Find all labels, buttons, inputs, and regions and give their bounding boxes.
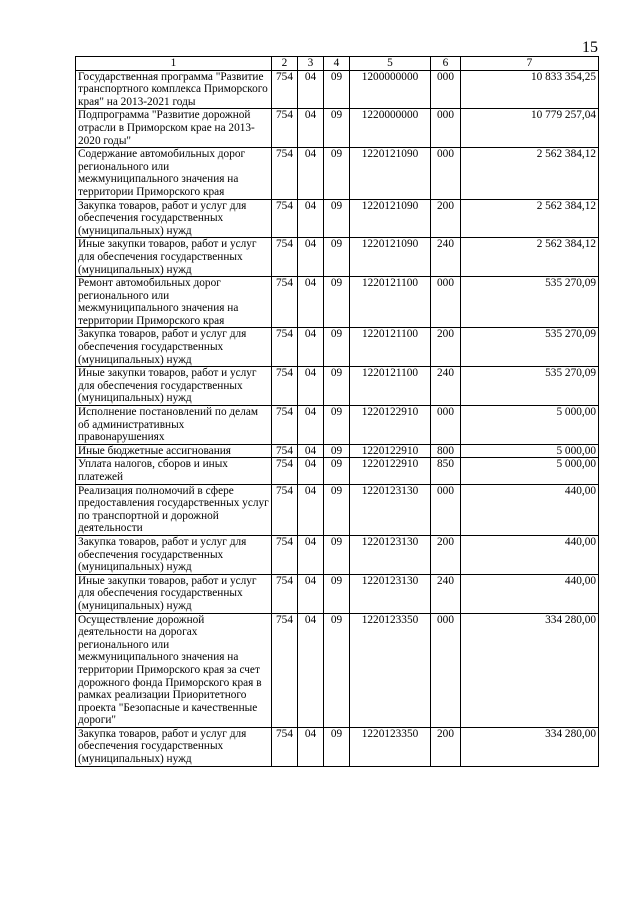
section-code: 04	[298, 535, 324, 574]
table-row	[76, 148, 599, 199]
amount-value: 2 562 384,12	[461, 238, 599, 277]
expense-type-code: 000	[431, 484, 461, 535]
amount-value: 5 000,00	[461, 458, 599, 484]
expense-type-code: 200	[431, 535, 461, 574]
ministry-code: 754	[272, 328, 298, 367]
ministry-code: 754	[272, 535, 298, 574]
column-header: 3	[298, 57, 324, 71]
expense-type-code: 000	[431, 406, 461, 445]
amount-value: 440,00	[461, 535, 599, 574]
subsection-code: 09	[324, 484, 350, 535]
amount-value: 334 280,00	[461, 727, 599, 766]
target-article-code: 1220123350	[350, 727, 431, 766]
column-header-row	[76, 57, 599, 71]
ministry-code: 754	[272, 574, 298, 613]
row-name: Реализация полномочий в сфере предоставления государственных услуг по транспортной и дорожной деятельности	[76, 484, 272, 535]
column-header: 2	[272, 57, 298, 71]
section-code: 04	[298, 406, 324, 445]
amount-value: 334 280,00	[461, 613, 599, 727]
ministry-code: 754	[272, 199, 298, 238]
subsection-code: 09	[324, 70, 350, 109]
section-code: 04	[298, 727, 324, 766]
table-row	[76, 444, 599, 458]
amount-value: 535 270,09	[461, 367, 599, 406]
target-article-code: 1220121090	[350, 238, 431, 277]
subsection-code: 09	[324, 613, 350, 727]
amount-value: 2 562 384,12	[461, 199, 599, 238]
section-code: 04	[298, 109, 324, 148]
section-code: 04	[298, 277, 324, 328]
subsection-code: 09	[324, 328, 350, 367]
table-row	[76, 406, 599, 445]
ministry-code: 754	[272, 727, 298, 766]
table-row	[76, 109, 599, 148]
table-row	[76, 574, 599, 613]
expense-type-code: 000	[431, 613, 461, 727]
row-name: Уплата налогов, сборов и иных платежей	[76, 458, 272, 484]
row-name: Осуществление дорожной деятельности на дорогах регионального или межмуниципального значения на территории Приморского края за счет дорожного фонда Приморского края в рамках реализации Приоритетного проекта "Безопасные и качественные дороги"	[76, 613, 272, 727]
row-name: Ремонт автомобильных дорог регионального или межмуниципального значения на территории Приморского края	[76, 277, 272, 328]
amount-value: 535 270,09	[461, 277, 599, 328]
amount-value: 440,00	[461, 484, 599, 535]
table-row	[76, 199, 599, 238]
budget-table	[75, 56, 599, 767]
amount-value: 2 562 384,12	[461, 148, 599, 199]
target-article-code: 1220121100	[350, 277, 431, 328]
expense-type-code: 240	[431, 238, 461, 277]
row-name: Исполнение постановлений по делам об административных правонарушениях	[76, 406, 272, 445]
row-name: Закупка товаров, работ и услуг для обеспечения государственных (муниципальных) нужд	[76, 199, 272, 238]
row-name: Иные бюджетные ассигнования	[76, 444, 272, 458]
section-code: 04	[298, 458, 324, 484]
subsection-code: 09	[324, 406, 350, 445]
ministry-code: 754	[272, 484, 298, 535]
ministry-code: 754	[272, 238, 298, 277]
row-name: Иные закупки товаров, работ и услуг для обеспечения государственных (муниципальных) нужд	[76, 367, 272, 406]
section-code: 04	[298, 574, 324, 613]
section-code: 04	[298, 328, 324, 367]
row-name: Иные закупки товаров, работ и услуг для обеспечения государственных (муниципальных) нужд	[76, 238, 272, 277]
section-code: 04	[298, 613, 324, 727]
ministry-code: 754	[272, 70, 298, 109]
section-code: 04	[298, 238, 324, 277]
ministry-code: 754	[272, 277, 298, 328]
subsection-code: 09	[324, 367, 350, 406]
amount-value: 5 000,00	[461, 406, 599, 445]
table-row	[76, 70, 599, 109]
column-header: 1	[76, 57, 272, 71]
expense-type-code: 200	[431, 199, 461, 238]
row-name: Закупка товаров, работ и услуг для обеспечения государственных (муниципальных) нужд	[76, 727, 272, 766]
ministry-code: 754	[272, 109, 298, 148]
section-code: 04	[298, 70, 324, 109]
subsection-code: 09	[324, 458, 350, 484]
section-code: 04	[298, 199, 324, 238]
row-name: Государственная программа "Развитие транспортного комплекса Приморского края" на 2013-2021 годы	[76, 70, 272, 109]
ministry-code: 754	[272, 148, 298, 199]
subsection-code: 09	[324, 109, 350, 148]
subsection-code: 09	[324, 444, 350, 458]
amount-value: 5 000,00	[461, 444, 599, 458]
section-code: 04	[298, 148, 324, 199]
section-code: 04	[298, 444, 324, 458]
subsection-code: 09	[324, 535, 350, 574]
ministry-code: 754	[272, 444, 298, 458]
amount-value: 535 270,09	[461, 328, 599, 367]
ministry-code: 754	[272, 613, 298, 727]
table-row	[76, 727, 599, 766]
section-code: 04	[298, 484, 324, 535]
subsection-code: 09	[324, 727, 350, 766]
column-header: 5	[350, 57, 431, 71]
expense-type-code: 000	[431, 109, 461, 148]
expense-type-code: 850	[431, 458, 461, 484]
subsection-code: 09	[324, 148, 350, 199]
target-article-code: 1220000000	[350, 109, 431, 148]
table-row	[76, 238, 599, 277]
amount-value: 440,00	[461, 574, 599, 613]
expense-type-code: 800	[431, 444, 461, 458]
column-header: 4	[324, 57, 350, 71]
expense-type-code: 000	[431, 277, 461, 328]
section-code: 04	[298, 367, 324, 406]
amount-value: 10 833 354,25	[461, 70, 599, 109]
table-row	[76, 277, 599, 328]
target-article-code: 1220121100	[350, 367, 431, 406]
table-row	[76, 458, 599, 484]
table-row	[76, 535, 599, 574]
subsection-code: 09	[324, 238, 350, 277]
column-header: 6	[431, 57, 461, 71]
table-row	[76, 328, 599, 367]
ministry-code: 754	[272, 406, 298, 445]
target-article-code: 1220122910	[350, 458, 431, 484]
expense-type-code: 000	[431, 70, 461, 109]
ministry-code: 754	[272, 367, 298, 406]
target-article-code: 1220122910	[350, 406, 431, 445]
row-name: Закупка товаров, работ и услуг для обеспечения государственных (муниципальных) нужд	[76, 535, 272, 574]
expense-type-code: 200	[431, 727, 461, 766]
expense-type-code: 000	[431, 148, 461, 199]
page-number: 15	[582, 39, 598, 56]
target-article-code: 1220123350	[350, 613, 431, 727]
target-article-code: 1220121090	[350, 199, 431, 238]
target-article-code: 1220122910	[350, 444, 431, 458]
table-row	[76, 613, 599, 727]
ministry-code: 754	[272, 458, 298, 484]
target-article-code: 1220123130	[350, 574, 431, 613]
target-article-code: 1200000000	[350, 70, 431, 109]
target-article-code: 1220121100	[350, 328, 431, 367]
target-article-code: 1220123130	[350, 484, 431, 535]
expense-type-code: 240	[431, 367, 461, 406]
target-article-code: 1220121090	[350, 148, 431, 199]
subsection-code: 09	[324, 574, 350, 613]
subsection-code: 09	[324, 277, 350, 328]
target-article-code: 1220123130	[350, 535, 431, 574]
table-row	[76, 484, 599, 535]
row-name: Подпрограмма "Развитие дорожной отрасли в Приморском крае на 2013-2020 годы"	[76, 109, 272, 148]
table-row	[76, 367, 599, 406]
row-name: Содержание автомобильных дорог регионального или межмуниципального значения на территории Приморского края	[76, 148, 272, 199]
column-header: 7	[461, 57, 599, 71]
row-name: Иные закупки товаров, работ и услуг для обеспечения государственных (муниципальных) нужд	[76, 574, 272, 613]
expense-type-code: 200	[431, 328, 461, 367]
expense-type-code: 240	[431, 574, 461, 613]
subsection-code: 09	[324, 199, 350, 238]
row-name: Закупка товаров, работ и услуг для обеспечения государственных (муниципальных) нужд	[76, 328, 272, 367]
amount-value: 10 779 257,04	[461, 109, 599, 148]
